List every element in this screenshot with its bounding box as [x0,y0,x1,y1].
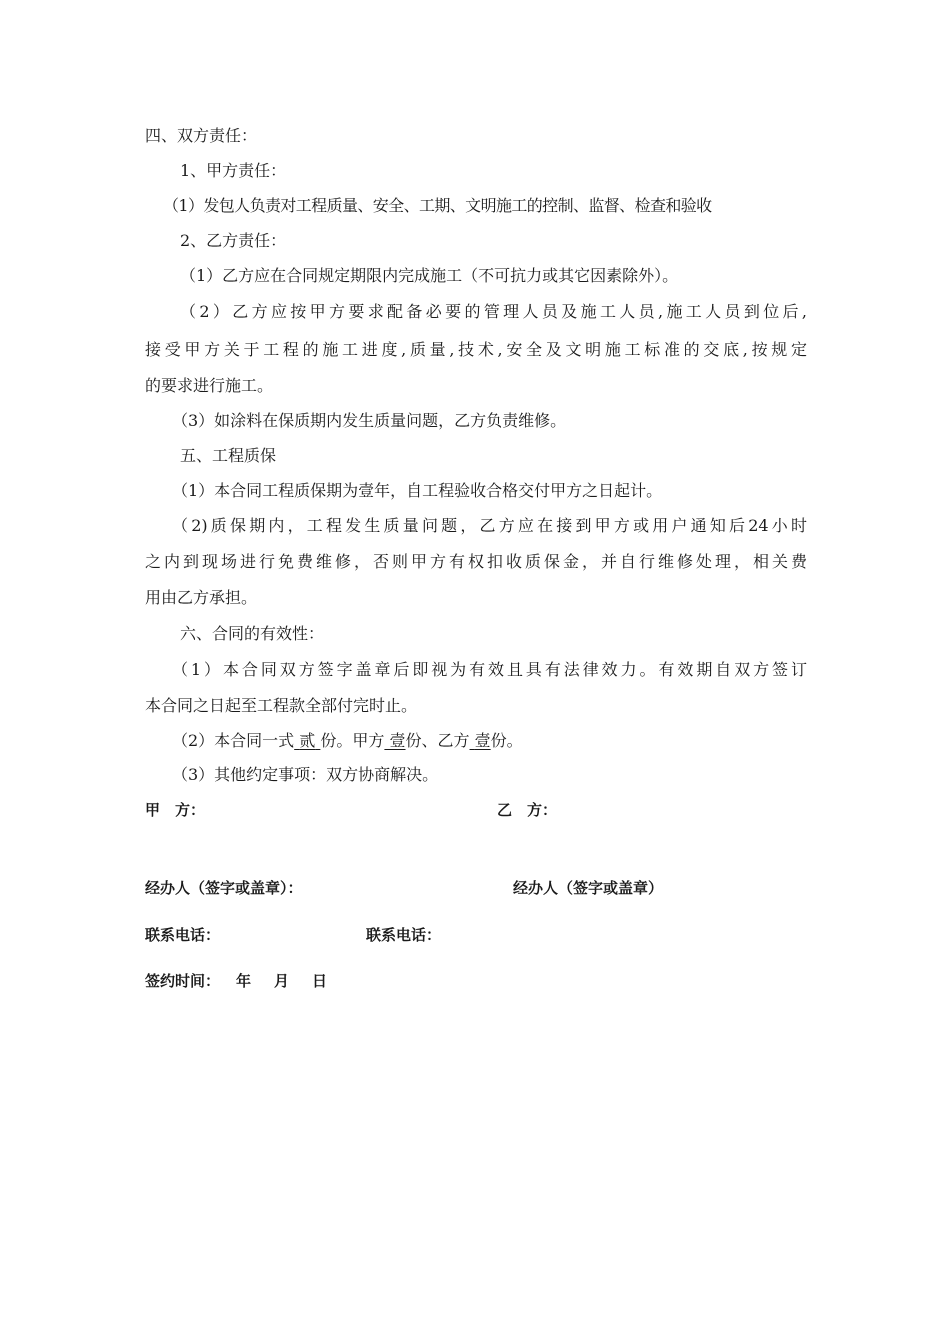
section-5-heading: 五、工程质保 [180,446,277,465]
warranty-item-2-line-2: 之内到现场进行免费维修，否则甲方有权扣收质保金，并自行维修处理，相关费 [145,552,807,571]
copies-party-b: 壹 [474,731,491,750]
party-b-item-2-line-1: （2）乙方应按甲方要求配备必要的管理人员及施工人员,施工人员到位后, [180,302,807,321]
warranty-item-2-line-3: 用由乙方承担。 [145,588,258,607]
party-b-item-2-line-3: 的要求进行施工。 [145,376,274,395]
validity-item-1-line-1: （1）本合同双方签字盖章后即视为有效且具有法律效力。有效期自双方签订 [172,660,807,679]
copies-mid-1: 份。甲方 [320,731,385,750]
sign-date-month: 月 [274,972,290,990]
copies-mid-2: 份、乙方 [405,731,470,750]
party-a-label: 甲 方： [145,801,206,819]
sign-date-label: 签约时间： [145,972,221,990]
party-b-heading: 2、乙方责任： [180,231,287,250]
phone-a-label: 联系电话： [145,926,221,944]
copies-party-a: 壹 [389,731,406,750]
validity-item-3: （3）其他约定事项：双方协商解决。 [172,765,439,784]
sign-date-year: 年 [236,972,252,990]
party-a-item-1: （1）发包人负责对工程质量、安全、工期、文明施工的控制、监督、检查和验收 [163,196,712,215]
sign-date-day: 日 [312,972,328,990]
party-a-heading: 1、甲方责任： [180,161,287,180]
party-b-item-3: （3）如涂料在保质期内发生质量问题，乙方负责维修。 [172,411,567,430]
party-b-label: 乙 方： [497,801,558,819]
agent-a-label: 经办人（签字或盖章）： [145,879,303,897]
agent-b-label: 经办人（签字或盖章） [513,879,664,897]
validity-item-1-line-2: 本合同之日起至工程款全部付完时止。 [145,696,418,715]
warranty-item-1: （1）本合同工程质保期为壹年，自工程验收合格交付甲方之日起计。 [172,481,663,500]
section-4-heading: 四、双方责任： [145,126,258,145]
party-b-item-2-line-2: 接受甲方关于工程的施工进度,质量,技术,安全及文明施工标准的交底,按规定 [145,340,807,359]
section-6-heading: 六、合同的有效性： [180,624,325,643]
validity-item-2 [172,731,523,751]
party-b-item-1: （1）乙方应在合同规定期限内完成施工（不可抗力或其它因素除外）。 [180,266,679,285]
warranty-item-2-line-1: （2)质保期内，工程发生质量问题，乙方应在接到甲方或用户通知后24小时 [172,516,807,535]
copies-suffix: 份。 [490,731,523,750]
phone-b-label: 联系电话： [366,926,442,944]
copies-prefix: （2）本合同一式 [172,731,295,750]
copies-total: 贰 [299,731,316,750]
